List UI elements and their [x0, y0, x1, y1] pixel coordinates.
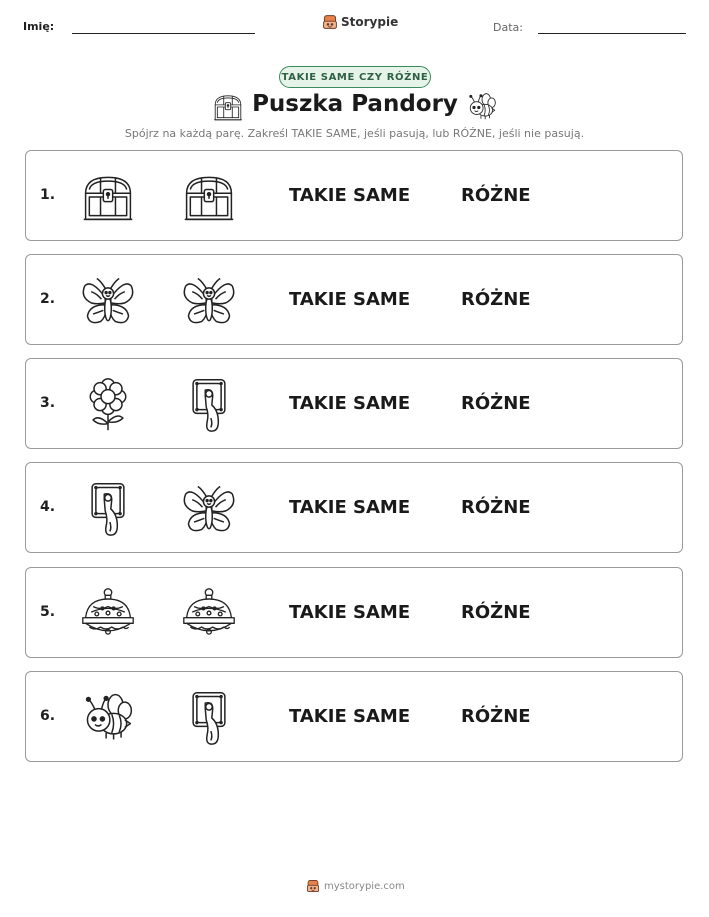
name-field-line[interactable]: [72, 33, 255, 34]
row-number: 6.: [40, 708, 56, 724]
worksheet-title: Puszka Pandory: [252, 91, 458, 117]
bee-icon: [79, 690, 137, 746]
row-number: 3.: [40, 395, 56, 411]
instructions: Spójrz na każdą parę. Zakreśl TAKIE SAME, jeśli pasują, lub RÓŻNE, jeśli nie pasują.: [124, 127, 585, 140]
row-number: 4.: [40, 499, 56, 515]
option-different[interactable]: RÓŻNE: [461, 289, 531, 310]
option-different[interactable]: RÓŻNE: [461, 706, 531, 727]
butterfly-icon: [180, 481, 238, 537]
brand-logo: [322, 14, 398, 30]
row-number: 2.: [40, 291, 56, 307]
jeweled-dome-box-icon: [79, 586, 137, 642]
option-same[interactable]: TAKIE SAME: [289, 289, 411, 310]
brand-name: Storypie: [341, 15, 399, 29]
storypie-logo-icon: [306, 879, 320, 893]
row-number: 5.: [40, 604, 56, 620]
flower-icon: [79, 377, 137, 433]
exercise-row-4: [25, 462, 683, 553]
jeweled-dome-box-icon: [180, 586, 238, 642]
storypie-logo-icon: [322, 14, 338, 30]
lever-switch-icon: [79, 481, 137, 537]
exercise-row-3: [25, 358, 683, 449]
exercise-row-2: [25, 254, 683, 345]
option-different[interactable]: RÓŻNE: [461, 185, 531, 206]
exercise-row-1: [25, 150, 683, 241]
treasure-chest-icon: [180, 169, 238, 225]
date-field-line[interactable]: [538, 33, 686, 34]
footer-url[interactable]: mystorypie.com: [324, 880, 405, 892]
lever-switch-icon: [180, 690, 238, 746]
row-number: 1.: [40, 187, 56, 203]
option-different[interactable]: RÓŻNE: [461, 602, 531, 623]
option-different[interactable]: RÓŻNE: [461, 497, 531, 518]
option-same[interactable]: TAKIE SAME: [289, 393, 411, 414]
date-label: Data:: [493, 21, 523, 34]
butterfly-icon: [79, 273, 137, 329]
bee-decor-icon: [466, 91, 498, 123]
option-same[interactable]: TAKIE SAME: [289, 497, 411, 518]
exercise-row-6: [25, 671, 683, 762]
treasure-chest-decor-icon: [212, 91, 244, 123]
lever-switch-icon: [180, 377, 238, 433]
exercise-row-5: [25, 567, 683, 658]
option-same[interactable]: TAKIE SAME: [289, 185, 411, 206]
butterfly-icon: [180, 273, 238, 329]
option-same[interactable]: TAKIE SAME: [289, 706, 411, 727]
option-same[interactable]: TAKIE SAME: [289, 602, 411, 623]
treasure-chest-icon: [79, 169, 137, 225]
worksheet-type-badge: TAKIE SAME CZY RÓŻNE: [279, 66, 431, 88]
name-label: Imię:: [23, 20, 55, 33]
footer: [306, 879, 405, 893]
option-different[interactable]: RÓŻNE: [461, 393, 531, 414]
